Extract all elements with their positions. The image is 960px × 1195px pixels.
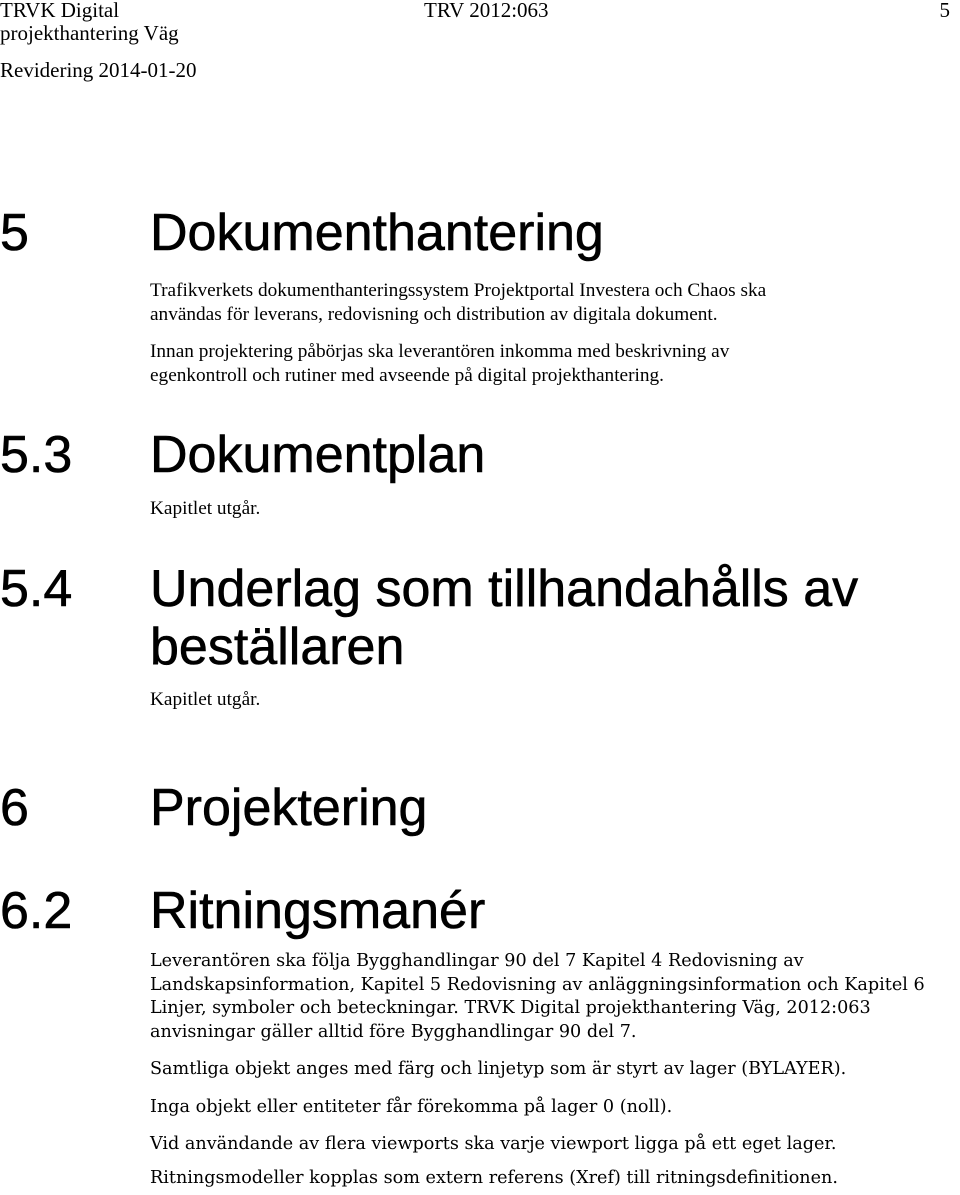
section-title: Ritningsmanér — [150, 882, 486, 940]
section-6-2-paragraph-5: Ritningsmodeller kopplas som extern referens (Xref) till ritningsdefinitionen. — [150, 1168, 838, 1188]
section-6-2-paragraph-1 — [150, 950, 950, 1044]
header-org-line2: projekthantering Väg — [0, 21, 179, 45]
page-number: 5 — [939, 0, 950, 22]
header-revision: Revidering 2014-01-20 — [0, 58, 197, 82]
section-title-line-2: beställaren — [150, 618, 405, 676]
header-org-line1: TRVK Digital — [0, 0, 120, 22]
header-doc-id: TRV 2012:063 — [424, 0, 549, 22]
text-line: egenkontroll och rutiner med avseende på digital projekthantering. — [150, 364, 664, 386]
section-5-4-body: Kapitlet utgår. — [150, 689, 261, 710]
section-number: 6 — [0, 779, 29, 837]
section-6-2-paragraph-3: Inga objekt eller entiteter får förekomma på lager 0 (noll). — [150, 1097, 673, 1117]
section-title-line-1: Underlag som tillhandahålls av — [150, 560, 859, 618]
text-line: användas för leverans, redovisning och distribution av digitala dokument. — [150, 303, 718, 325]
text-line: Innan projektering påbörjas ska leverantören inkomma med beskrivning av — [150, 341, 730, 362]
section-number: 5.3 — [0, 426, 73, 484]
section-title: Dokumenthantering — [150, 204, 604, 262]
section-number: 5 — [0, 204, 29, 262]
text-line: Landskapsinformation, Kapitel 5 Redovisning av anläggningsinformation och Kapitel 6 — [150, 974, 925, 995]
section-title: Projektering — [150, 779, 428, 837]
section-number: 5.4 — [0, 560, 73, 618]
section-title: Dokumentplan — [150, 426, 486, 484]
text-line: Trafikverkets dokumenthanteringssystem Projektportal Investera och Chaos ska — [150, 280, 767, 301]
section-5-3-body: Kapitlet utgår. — [150, 498, 261, 519]
text-line: Leverantören ska följa Bygghandlingar 90 del 7 Kapitel 4 Redovisning av — [150, 951, 804, 971]
section-number: 6.2 — [0, 882, 73, 940]
section-5-paragraph-1 — [150, 279, 950, 326]
text-line: Linjer, symboler och beteckningar. TRVK Digital projekthantering Väg, 2012:063 — [150, 998, 871, 1018]
section-6-2-paragraph-4: Vid användande av flera viewports ska varje viewport ligga på ett eget lager. — [150, 1134, 837, 1154]
section-5-paragraph-2 — [150, 340, 950, 387]
section-6-2-paragraph-2: Samtliga objekt anges med färg och linjetyp som är styrt av lager (BYLAYER). — [150, 1059, 847, 1079]
text-line: anvisningar gäller alltid före Bygghandlingar 90 del 7. — [150, 1021, 637, 1042]
